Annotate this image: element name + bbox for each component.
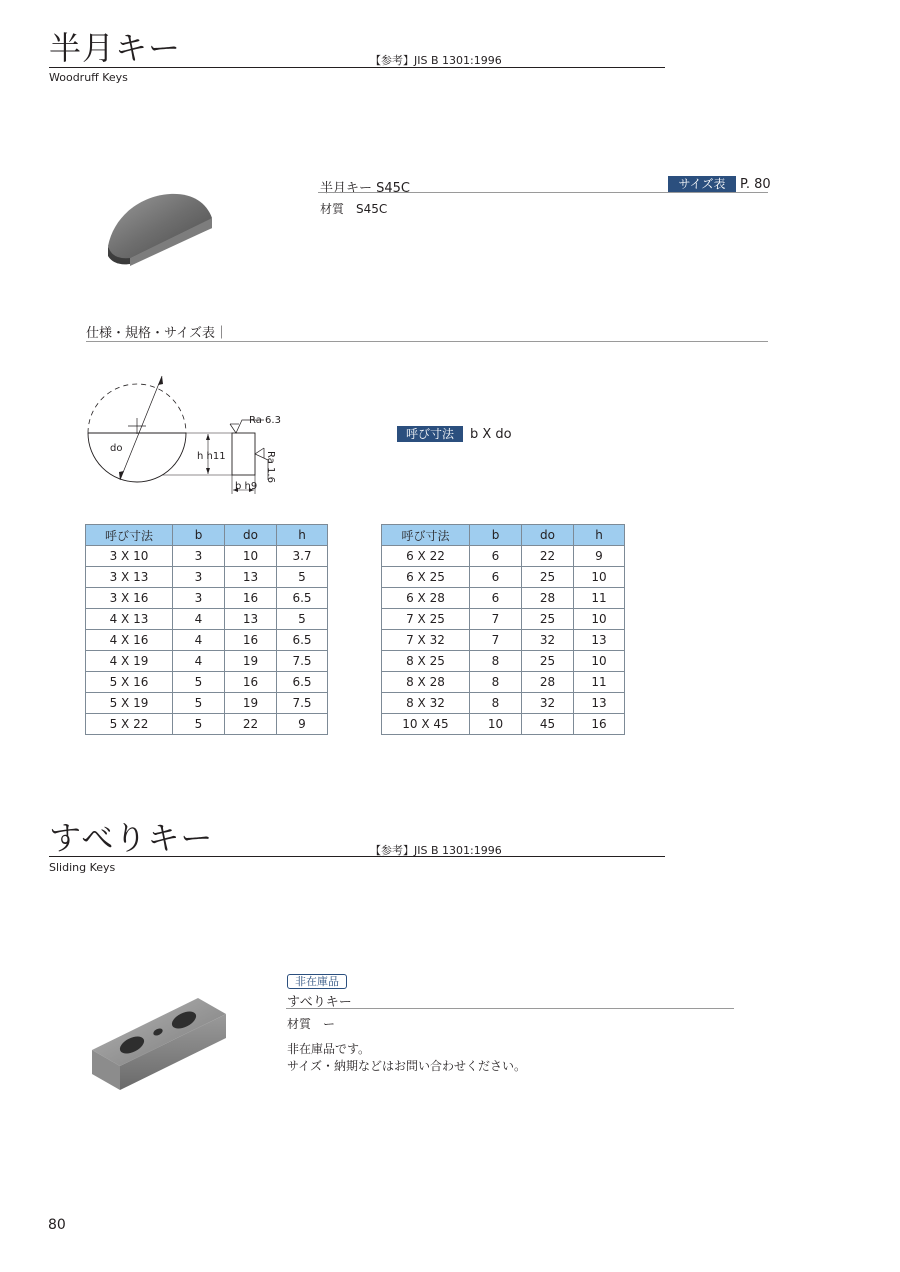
cell: 6 X 28 (382, 588, 470, 609)
table-row (86, 546, 328, 567)
cell: 7 X 25 (382, 609, 470, 630)
diagram-label-b: b h9 (235, 481, 258, 492)
cell: 5 X 16 (86, 672, 173, 693)
woodruff-key-diagram (82, 368, 282, 496)
table-row (382, 693, 625, 714)
cell: 9 (277, 714, 328, 735)
section-title-woodruff: 半月キー (49, 29, 182, 67)
spec-heading: 仕様・規格・サイズ表｜ (86, 326, 228, 341)
cell: 4 X 16 (86, 630, 173, 651)
header-do: do (522, 525, 574, 546)
table-row (382, 630, 625, 651)
cell: 16 (225, 672, 277, 693)
header-b: b (173, 525, 225, 546)
cell: 11 (574, 672, 625, 693)
table-row (382, 672, 625, 693)
page-number: 80 (48, 1217, 66, 1233)
cell: 13 (225, 567, 277, 588)
cell: 25 (522, 609, 574, 630)
table-row (86, 672, 328, 693)
cell: 4 X 19 (86, 651, 173, 672)
cell: 5 (173, 714, 225, 735)
header-nominal: 呼び寸法 (86, 525, 173, 546)
cell: 3 X 10 (86, 546, 173, 567)
note-line-1: 非在庫品です。 (287, 1042, 371, 1056)
section-subtitle-woodruff: Woodruff Keys (49, 71, 128, 84)
table-row (86, 588, 328, 609)
cell: 8 (470, 672, 522, 693)
size-table-badge[interactable]: サイズ表 (668, 176, 736, 192)
table-row (382, 609, 625, 630)
cell: 6 (470, 546, 522, 567)
cell: 7 (470, 630, 522, 651)
cell: 8 X 28 (382, 672, 470, 693)
cell: 13 (574, 693, 625, 714)
cell: 3.7 (277, 546, 328, 567)
cell: 6 (470, 588, 522, 609)
cell: 3 X 16 (86, 588, 173, 609)
cell: 11 (574, 588, 625, 609)
product-material-sliding: 材質 ー (287, 1017, 336, 1031)
table-row (86, 630, 328, 651)
cell: 3 (173, 546, 225, 567)
cell: 9 (574, 546, 625, 567)
table-header-row (382, 525, 625, 546)
section-rule (49, 67, 665, 68)
header-b: b (470, 525, 522, 546)
cell: 6 X 25 (382, 567, 470, 588)
cell: 6 X 22 (382, 546, 470, 567)
table-row (86, 714, 328, 735)
header-nominal: 呼び寸法 (382, 525, 470, 546)
sliding-key-image (88, 990, 233, 1095)
cell: 32 (522, 693, 574, 714)
table-row (382, 588, 625, 609)
nominal-size-badge: 呼び寸法 (397, 426, 463, 442)
table-row (382, 546, 625, 567)
cell: 45 (522, 714, 574, 735)
cell: 5 (173, 693, 225, 714)
table-row (86, 693, 328, 714)
diagram-label-h: h h11 (197, 451, 226, 462)
cell: 16 (225, 630, 277, 651)
cell: 10 (574, 609, 625, 630)
cell: 8 (470, 651, 522, 672)
cell: 13 (574, 630, 625, 651)
size-table-page-link[interactable]: P. 80 (740, 177, 771, 192)
cell: 5 (277, 567, 328, 588)
cell: 4 X 13 (86, 609, 173, 630)
header-h: h (574, 525, 625, 546)
section-subtitle-sliding: Sliding Keys (49, 861, 116, 874)
cell: 22 (522, 546, 574, 567)
section-reference-sliding: 【参考】JIS B 1301:1996 (370, 844, 502, 857)
cell: 25 (522, 567, 574, 588)
cell: 28 (522, 672, 574, 693)
table-row (382, 651, 625, 672)
cell: 4 (173, 609, 225, 630)
note-line-2: サイズ・納期などはお問い合わせください。 (287, 1059, 527, 1073)
cell: 6.5 (277, 630, 328, 651)
table-header-row (86, 525, 328, 546)
cell: 5 X 19 (86, 693, 173, 714)
cell: 7.5 (277, 693, 328, 714)
table-row (86, 651, 328, 672)
size-table-2 (381, 524, 625, 735)
cell: 6.5 (277, 672, 328, 693)
cell: 8 X 32 (382, 693, 470, 714)
nominal-size-value: b X do (470, 427, 512, 442)
table-row (382, 567, 625, 588)
cell: 10 X 45 (382, 714, 470, 735)
product-rule (318, 192, 768, 193)
diagram-label-ra63: Ra 6.3 (249, 415, 281, 426)
spec-rule (86, 341, 768, 342)
product-rule (286, 1008, 734, 1009)
diagram-label-ra16: Ra 1.6 (265, 451, 276, 483)
cell: 5 (173, 672, 225, 693)
table-row (86, 567, 328, 588)
cell: 3 X 13 (86, 567, 173, 588)
cell: 4 (173, 630, 225, 651)
cell: 16 (574, 714, 625, 735)
table-row (382, 714, 625, 735)
cell: 28 (522, 588, 574, 609)
cell: 10 (470, 714, 522, 735)
cell: 5 X 22 (86, 714, 173, 735)
header-h: h (277, 525, 328, 546)
section-rule (49, 856, 665, 857)
cell: 3 (173, 588, 225, 609)
cell: 32 (522, 630, 574, 651)
cell: 6.5 (277, 588, 328, 609)
cell: 19 (225, 693, 277, 714)
cell: 6 (470, 567, 522, 588)
cell: 22 (225, 714, 277, 735)
cell: 3 (173, 567, 225, 588)
section-title-sliding: すべりキー (49, 819, 214, 857)
diagram-label-do: do (110, 443, 123, 454)
section-reference-woodruff: 【参考】JIS B 1301:1996 (370, 54, 502, 67)
cell: 10 (574, 567, 625, 588)
woodruff-key-image (100, 190, 220, 270)
non-stock-badge: 非在庫品 (287, 974, 347, 989)
cell: 10 (574, 651, 625, 672)
product-material-woodruff: 材質 S45C (320, 202, 388, 216)
header-do: do (225, 525, 277, 546)
cell: 8 (470, 693, 522, 714)
cell: 4 (173, 651, 225, 672)
cell: 5 (277, 609, 328, 630)
cell: 10 (225, 546, 277, 567)
size-table-1 (85, 524, 328, 735)
cell: 7.5 (277, 651, 328, 672)
product-name-woodruff: 半月キー S45C (320, 181, 411, 196)
cell: 19 (225, 651, 277, 672)
cell: 8 X 25 (382, 651, 470, 672)
cell: 13 (225, 609, 277, 630)
product-note (287, 1041, 526, 1075)
cell: 25 (522, 651, 574, 672)
table-row (86, 609, 328, 630)
cell: 7 (470, 609, 522, 630)
cell: 16 (225, 588, 277, 609)
product-name-sliding: すべりキー (287, 995, 352, 1010)
cell: 7 X 32 (382, 630, 470, 651)
